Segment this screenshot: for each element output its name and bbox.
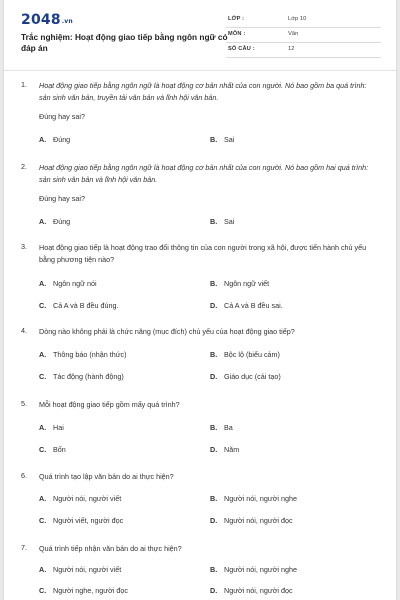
question-number: 7. — [21, 543, 27, 552]
option-letter: A. — [39, 350, 47, 359]
option-letter: B. — [210, 565, 218, 574]
question-subtext: Đúng hay sai? — [39, 112, 85, 121]
option-a[interactable] — [39, 135, 70, 144]
option-text: Ngôn ngữ nói — [53, 279, 97, 288]
question-text: Quá trình tiếp nhận văn bản do ai thực hiện? — [39, 544, 182, 553]
option-text: Người nghe, người đọc — [53, 586, 128, 595]
worksheet-header — [4, 0, 396, 62]
meta-row-class — [226, 15, 381, 28]
option-text: Người viết, người đọc — [53, 516, 124, 525]
worksheet-page — [4, 0, 396, 600]
option-text: Người nói, người đọc — [224, 586, 293, 595]
meta-value: Lớp 10 — [288, 16, 307, 22]
option-b[interactable] — [210, 350, 280, 359]
question-text: Quá trình tạo lập văn bản do ai thực hiện? — [39, 472, 174, 481]
meta-label: MÔN : — [228, 31, 246, 37]
question-subtext: Đúng hay sai? — [39, 194, 85, 203]
option-d[interactable] — [210, 301, 283, 310]
option-letter: B. — [210, 423, 218, 432]
option-letter: C. — [39, 586, 47, 595]
option-c[interactable] — [39, 586, 128, 595]
option-letter: C. — [39, 516, 47, 525]
option-text: Năm — [224, 445, 240, 454]
option-b[interactable] — [210, 565, 297, 574]
option-letter: A. — [39, 279, 47, 288]
option-letter: C. — [39, 301, 47, 310]
option-d[interactable] — [210, 372, 281, 381]
question-number: 1. — [21, 80, 27, 89]
meta-value: Văn — [288, 31, 299, 37]
meta-value: 12 — [288, 46, 295, 52]
option-c[interactable] — [39, 301, 119, 310]
option-c[interactable] — [39, 445, 66, 454]
worksheet-title: Trắc nghiệm: Hoạt động giao tiếp bằng ngôn ngữ có đáp án — [21, 32, 228, 53]
option-text: Ngôn ngữ viết — [224, 279, 270, 288]
option-c[interactable] — [39, 372, 124, 381]
option-letter: D. — [210, 301, 218, 310]
meta-row-subject — [226, 30, 381, 43]
option-letter: D. — [210, 516, 218, 525]
option-text: Ba — [224, 423, 233, 432]
question-text: Mỗi hoạt động giao tiếp gồm mấy quá trình? — [39, 400, 180, 409]
meta-row-count — [226, 45, 381, 58]
meta-label: LỚP : — [228, 16, 245, 22]
option-b[interactable] — [210, 135, 234, 144]
option-letter: A. — [39, 423, 47, 432]
question-text: Hoạt động giao tiếp là hoạt động trao đổi thông tin của con người trong xã hội, được tiến hành chủ yếu bằng phương tiện nào? — [39, 243, 367, 264]
option-text: Giáo dục (cải tạo) — [224, 372, 281, 381]
question-text: Dòng nào không phải là chức năng (mục đích) chủ yếu của hoạt động giao tiếp? — [39, 327, 295, 336]
option-b[interactable] — [210, 494, 297, 503]
logo-tld: .vn — [61, 18, 73, 25]
option-letter: C. — [39, 372, 47, 381]
option-letter: D. — [210, 372, 218, 381]
option-text: Sai — [224, 135, 235, 144]
option-d[interactable] — [210, 516, 293, 525]
question-number: 6. — [21, 471, 27, 480]
option-a[interactable] — [39, 279, 97, 288]
option-letter: B. — [210, 279, 218, 288]
option-text: Cả A và B đều đúng. — [53, 301, 119, 310]
option-text: Người nói, người đọc — [224, 516, 293, 525]
option-text: Đúng — [53, 135, 71, 144]
option-text: Bộc lộ (biểu cảm) — [224, 350, 280, 359]
option-letter: D. — [210, 586, 218, 595]
logo-text: 2048 — [21, 12, 61, 28]
option-text: Hai — [53, 423, 64, 432]
option-letter: B. — [210, 494, 218, 503]
option-b[interactable] — [210, 423, 233, 432]
option-a[interactable] — [39, 494, 121, 503]
option-text: Người nói, người nghe — [224, 565, 297, 574]
option-text: Sai — [224, 217, 235, 226]
option-b[interactable] — [210, 217, 234, 226]
option-a[interactable] — [39, 350, 127, 359]
question-text: Hoạt động giao tiếp bằng ngôn ngữ là hoạt động cơ bản nhất của con người. Nó bao gồm hai quá trình: sản sinh văn bản và lĩnh hội văn bản. — [39, 163, 369, 184]
option-letter: A. — [39, 135, 47, 144]
option-text: Đúng — [53, 217, 71, 226]
option-d[interactable] — [210, 586, 293, 595]
option-letter: C. — [39, 445, 47, 454]
site-logo[interactable] — [21, 12, 73, 28]
meta-label: SỐ CÂU : — [228, 46, 255, 52]
option-letter: B. — [210, 135, 218, 144]
option-text: Tác động (hành động) — [53, 372, 124, 381]
option-letter: A. — [39, 217, 47, 226]
option-letter: B. — [210, 217, 218, 226]
option-letter: B. — [210, 350, 218, 359]
option-b[interactable] — [210, 279, 269, 288]
option-d[interactable] — [210, 445, 239, 454]
option-a[interactable] — [39, 217, 70, 226]
option-letter: A. — [39, 494, 47, 503]
option-a[interactable] — [39, 423, 64, 432]
option-text: Bốn — [53, 445, 66, 454]
option-text: Người nói, người viết — [53, 494, 122, 503]
question-text: Hoạt động giao tiếp bằng ngôn ngữ là hoạt động cơ bản nhất của con người. Nó bao gồm ba quá trình: sản sinh văn bản, truyền tải văn bản và lĩnh hội văn bản. — [39, 81, 367, 102]
option-letter: D. — [210, 445, 218, 454]
question-number: 2. — [21, 162, 27, 171]
header-divider — [4, 70, 396, 71]
option-text: Người nói, người nghe — [224, 494, 297, 503]
option-text: Người nói, người viết — [53, 565, 122, 574]
option-letter: A. — [39, 565, 47, 574]
option-a[interactable] — [39, 565, 121, 574]
option-c[interactable] — [39, 516, 123, 525]
option-text: Thông báo (nhận thức) — [53, 350, 127, 359]
question-number: 3. — [21, 242, 27, 251]
question-number: 5. — [21, 399, 27, 408]
question-number: 4. — [21, 326, 27, 335]
option-text: Cả A và B đều sai. — [224, 301, 283, 310]
